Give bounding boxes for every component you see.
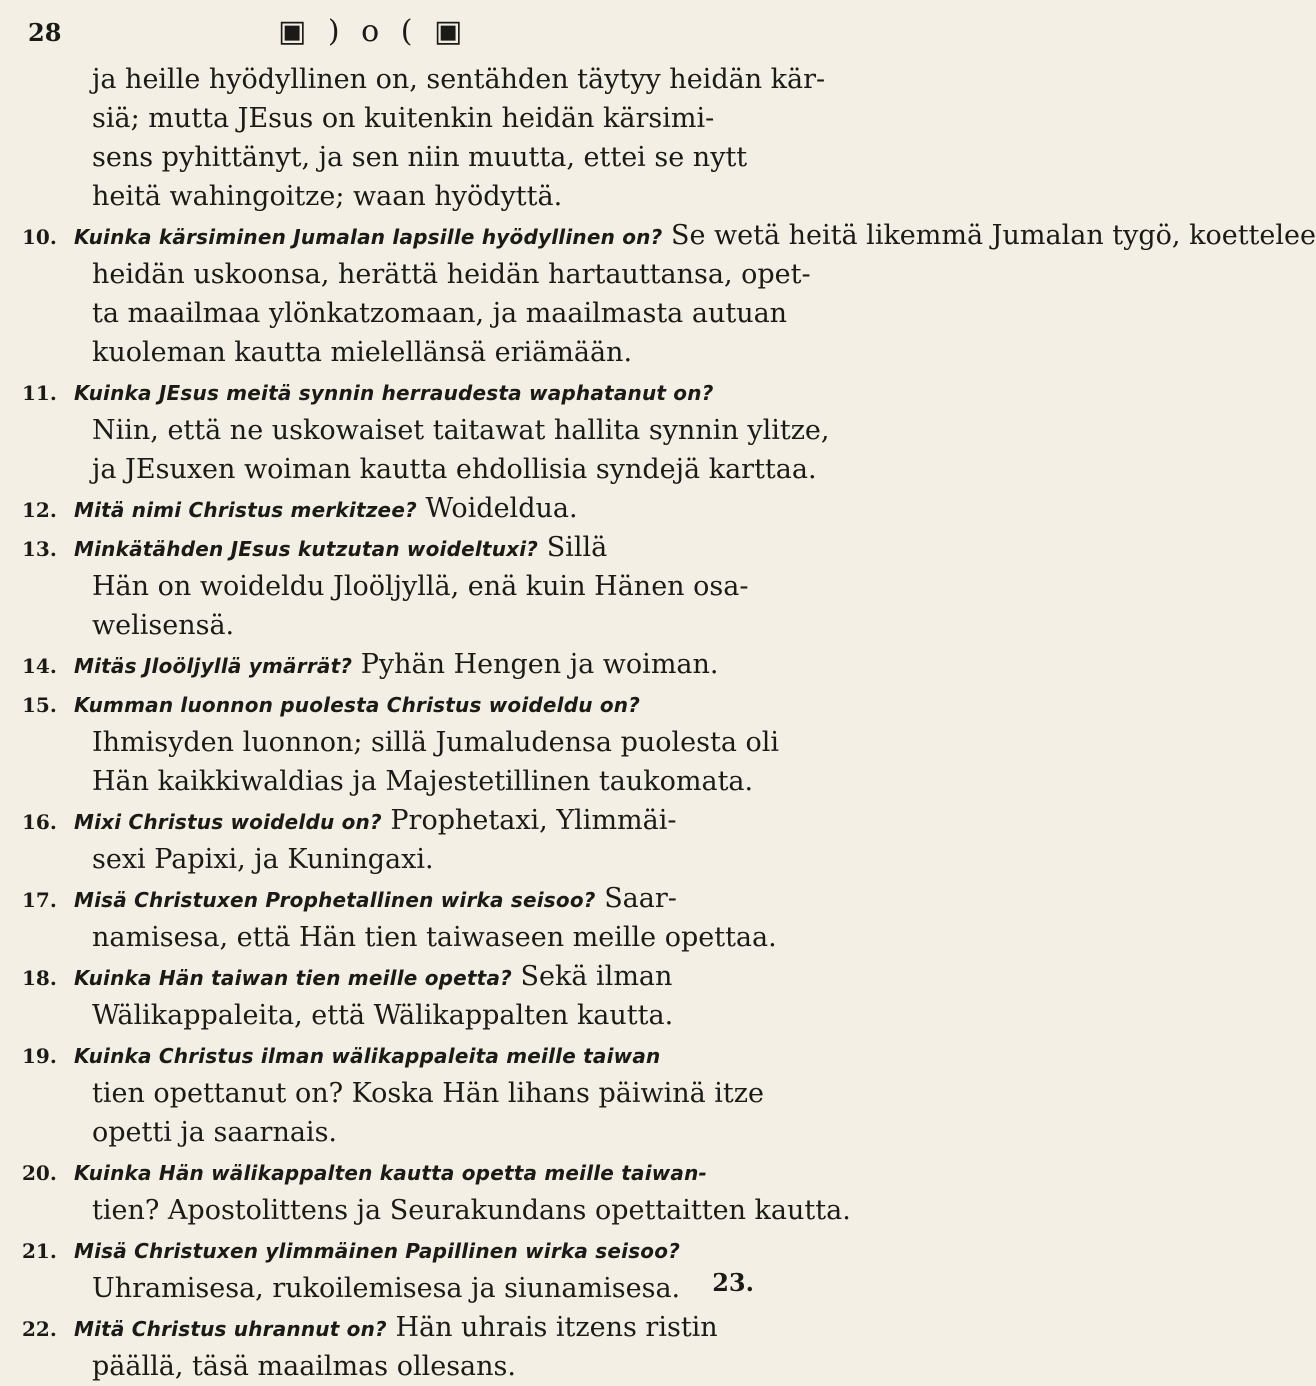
answer-line: Ihmisyden luonnon; sillä Jumaludensa puolesta oli [92, 727, 780, 758]
question-text: Kumman luonnon puolesta Christus woideldu on? [74, 693, 641, 717]
answer-line: welisensä. [92, 610, 235, 641]
question-line [22, 645, 757, 684]
catchword: 23. [712, 1268, 754, 1297]
catechism-item [22, 528, 757, 645]
question-line [22, 801, 757, 840]
answer-line: kuoleman kautta mielellänsä eriämään. [92, 337, 633, 368]
question-text: Kuinka Hän taiwan tien meille opetta? [74, 966, 512, 990]
question-line [22, 879, 757, 918]
question-text: Mitä Christus uhrannut on? [74, 1317, 387, 1341]
item-number: 22. [22, 1317, 57, 1341]
text-line: sens pyhittänyt, ja sen niin muutta, ettei se nytt [92, 142, 748, 173]
question-list [22, 216, 1316, 1386]
header-ornament: ▣ ) o ( ▣ [278, 14, 469, 49]
question-text: Kuinka Christus ilman wälikappaleita meille taiwan [74, 1044, 661, 1068]
text-line: ja heille hyödyllinen on, sentähden täytyy heidän kär- [92, 64, 826, 95]
item-number: 14. [22, 654, 57, 678]
item-number: 21. [22, 1239, 57, 1263]
item-number: 17. [22, 888, 57, 912]
answer-text: Pyhän Hengen ja woiman. [360, 649, 719, 680]
question-line [22, 1308, 757, 1347]
catechism-item [22, 957, 757, 1035]
catechism-item [22, 879, 777, 957]
answer-line: opetti ja saarnais. [92, 1117, 338, 1148]
item-number: 20. [22, 1161, 57, 1185]
item-number: 15. [22, 693, 57, 717]
catechism-item [22, 216, 1316, 372]
catechism-item [22, 684, 780, 801]
page-header [28, 14, 748, 54]
question-text: Kuinka Hän wälikappalten kautta opetta meille taiwan- [74, 1161, 708, 1185]
item-number: 11. [22, 381, 57, 405]
answer-text: Saar- [604, 883, 677, 914]
answer-text: Se wetä heitä likemmä Jumalan tygö, koettelee [670, 220, 1316, 251]
question-line [22, 528, 757, 567]
answer-line: Hän on woideldu Jloöljyllä, enä kuin Hänen osa- [92, 571, 749, 602]
answer-line: Hän kaikkiwaldias ja Majestetillinen taukomata. [92, 766, 754, 797]
answer-line: Wälikappaleita, että Wälikappalten kautta. [92, 1000, 674, 1031]
catechism-item [22, 1035, 764, 1152]
page-number: 28 [28, 18, 62, 47]
intro-paragraph [22, 60, 826, 216]
answer-text: Sekä ilman [520, 961, 673, 992]
question-text: Mixi Christus woideldu on? [74, 810, 382, 834]
catechism-item [22, 1230, 757, 1308]
item-number: 18. [22, 966, 57, 990]
answer-line: Niin, että ne uskowaiset taitawat hallita synnin ylitze, [92, 415, 830, 446]
answer-line: ta maailmaa ylönkatzomaan, ja maailmasta autuan [92, 298, 788, 329]
catechism-item [22, 801, 757, 879]
question-line [22, 372, 757, 411]
page-body [22, 60, 1316, 1386]
catechism-item [22, 1152, 851, 1230]
question-text: Mitä nimi Christus merkitzee? [74, 498, 417, 522]
answer-text: Sillä [546, 532, 608, 563]
answer-line: heidän uskoonsa, herättä heidän hartauttansa, opet- [92, 259, 811, 290]
item-number: 12. [22, 498, 57, 522]
answer-line: ja JEsuxen woiman kautta ehdollisia syndejä karttaa. [92, 454, 817, 485]
text-line: heitä wahingoitze; waan hyödyttä. [92, 181, 563, 212]
answer-line: tien? Apostolittens ja Seurakundans opettaitten kautta. [92, 1195, 851, 1226]
question-line [22, 1230, 757, 1269]
answer-text: Woideldua. [425, 493, 578, 524]
answer-text: Prophetaxi, Ylimmäi- [390, 805, 677, 836]
answer-line: tien opettanut on? Koska Hän lihans päiwinä itze [92, 1078, 764, 1109]
question-text: Misä Christuxen Prophetallinen wirka seisoo? [74, 888, 596, 912]
item-number: 19. [22, 1044, 57, 1068]
question-text: Mitäs Jloöljyllä ymärrät? [74, 654, 353, 678]
question-line [22, 1035, 757, 1074]
question-text: Kuinka kärsiminen Jumalan lapsille hyödyllinen on? [74, 225, 663, 249]
catechism-item [22, 1308, 757, 1386]
item-number: 10. [22, 225, 57, 249]
question-text: Minkätähden JEsus kutzutan woideltuxi? [74, 537, 539, 561]
question-line [22, 489, 757, 528]
catechism-item [22, 489, 757, 528]
question-line [22, 684, 757, 723]
answer-line: Uhramisesa, rukoilemisesa ja siunamisesa. [92, 1273, 681, 1304]
answer-line: päällä, täsä maailmas ollesans. [92, 1351, 516, 1382]
text-line: siä; mutta JEsus on kuitenkin heidän kärsimi- [92, 103, 715, 134]
item-number: 16. [22, 810, 57, 834]
question-line [22, 216, 1316, 255]
catechism-item [22, 372, 830, 489]
answer-text: Hän uhrais itzens ristin [395, 1312, 718, 1343]
catechism-item [22, 645, 757, 684]
question-text: Misä Christuxen ylimmäinen Papillinen wirka seisoo? [74, 1239, 680, 1263]
answer-line: sexi Papixi, ja Kuningaxi. [92, 844, 434, 875]
item-number: 13. [22, 537, 57, 561]
answer-line: namisesa, että Hän tien taiwaseen meille opettaa. [92, 922, 777, 953]
question-line [22, 1152, 757, 1191]
question-line [22, 957, 757, 996]
question-text: Kuinka JEsus meitä synnin herraudesta waphatanut on? [74, 381, 714, 405]
